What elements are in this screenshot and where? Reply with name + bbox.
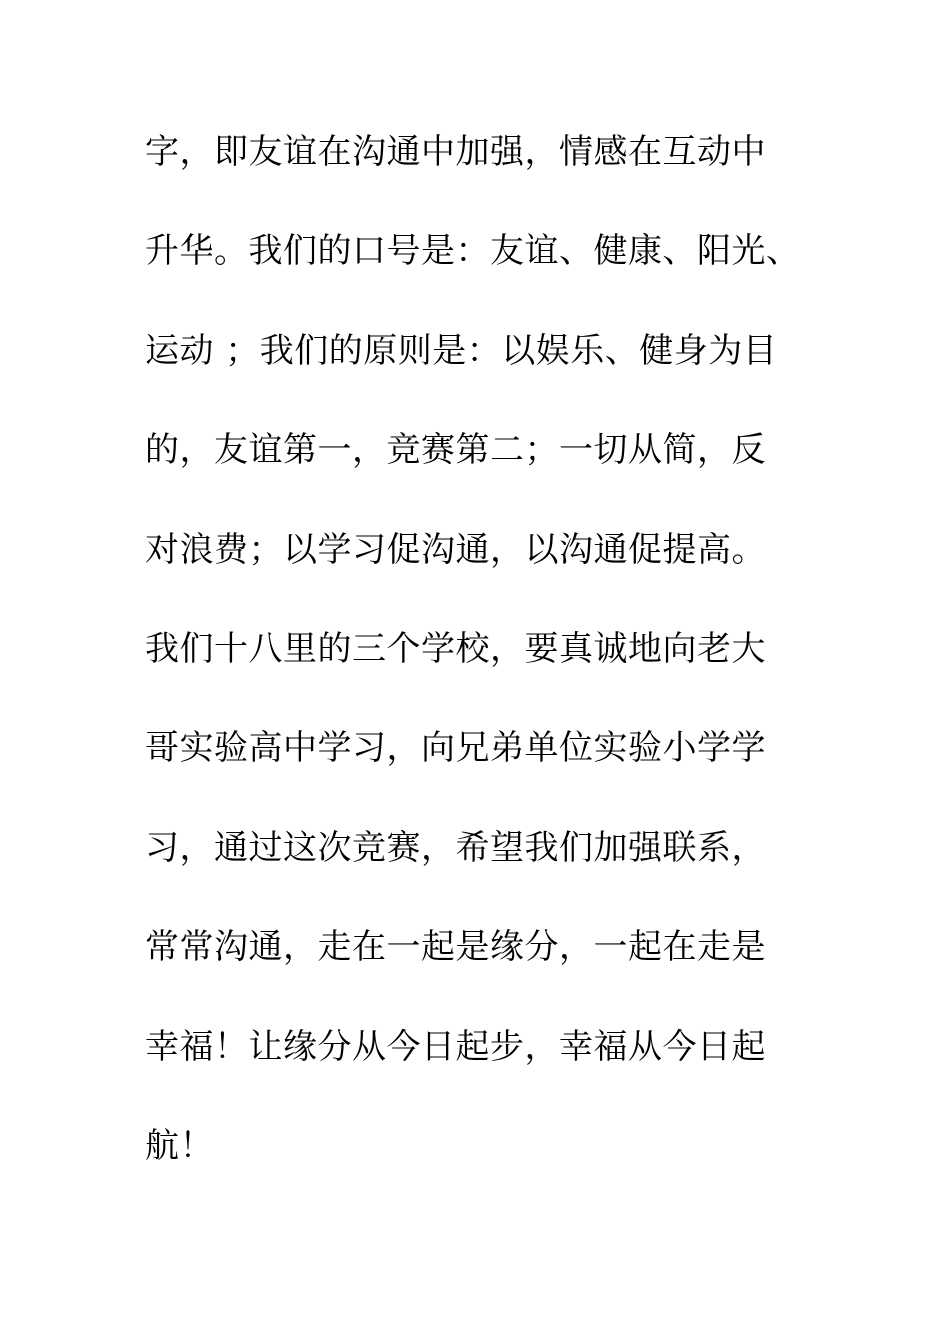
text-line-8: 习，通过这次竞赛，希望我们加强联系，: [145, 827, 766, 868]
text-line-7: 哥实验高中学习，向兄弟单位实验小学学: [145, 728, 766, 769]
text-line-10: 幸福！让缘分从今日起步，幸福从今日起: [145, 1026, 766, 1067]
text-line-5: 对浪费；以学习促沟通，以沟通促提高。: [145, 529, 766, 570]
text-line-11: 航！: [145, 1125, 214, 1166]
body-text: [145, 125, 825, 1218]
text-line-3: 运动 ；我们的原则是：以娱乐、健身为目: [145, 330, 778, 371]
text-line-4: 的，友谊第一，竞赛第二；一切从简，反: [145, 430, 766, 471]
text-line-1: 字，即友谊在沟通中加强，情感在互动中: [145, 132, 766, 172]
text-line-6: 我们十八里的三个学校，要真诚地向老大: [145, 628, 766, 669]
text-line-2: 升华。我们的口号是：友谊、健康、阳光、: [145, 231, 801, 272]
text-line-9: 常常沟通，走在一起是缘分，一起在走是: [145, 927, 766, 968]
